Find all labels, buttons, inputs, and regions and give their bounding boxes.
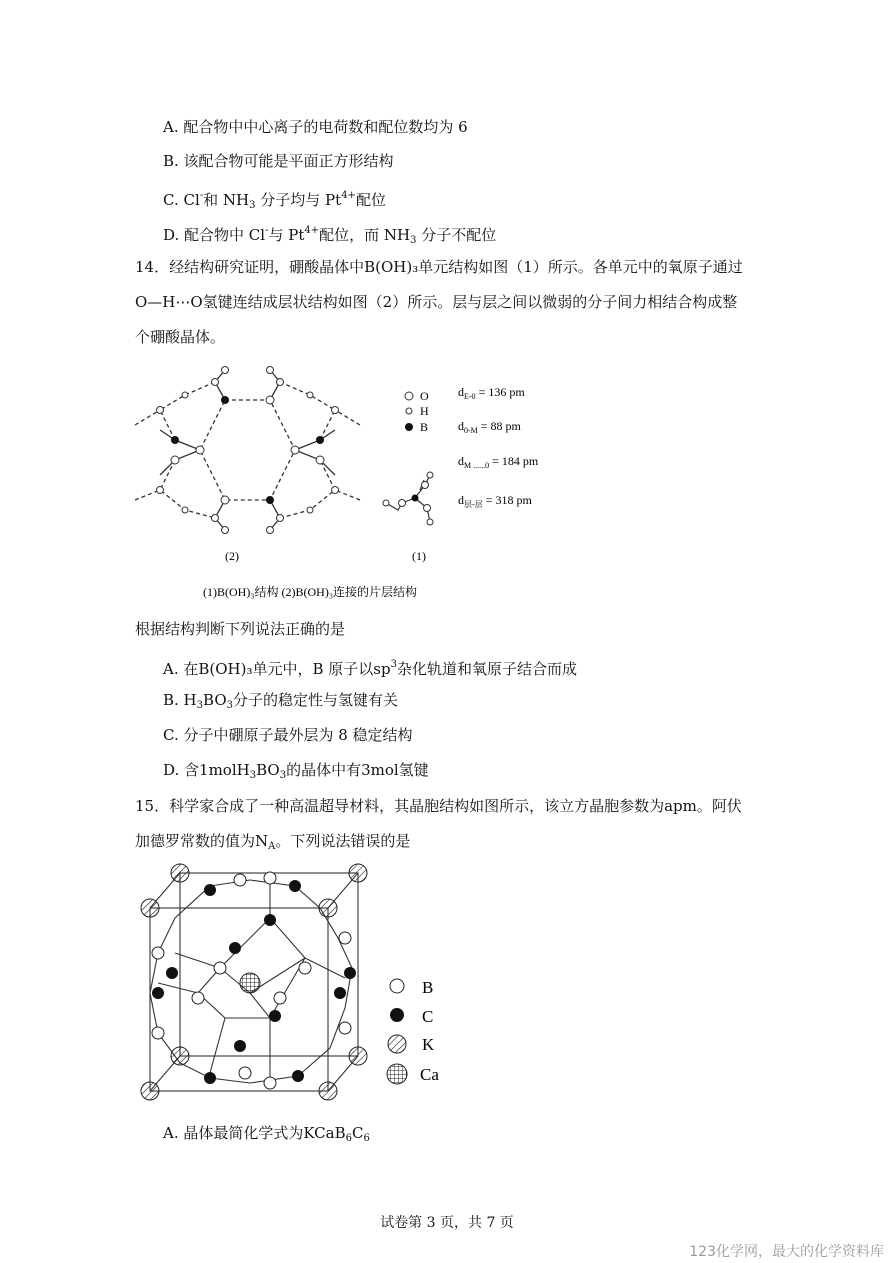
- figure-caption: (1)B(OH)₃结构 (2)B(OH)₃连接的片层结构: [203, 585, 418, 599]
- svg-text:B: B: [422, 978, 434, 997]
- q14-option-c: C. 分子中硼原子最外层为 8 稳定结构: [163, 726, 413, 744]
- svg-text:C: C: [422, 1007, 434, 1026]
- potassium-legend-icon: [388, 1035, 406, 1053]
- layer-atoms: [157, 367, 339, 534]
- distance-d4: $d_{层-层} = 318$ pm: [458, 493, 532, 509]
- q14-option-d: D. 含$1molH_3BO_3$的晶体中有3mol氢键: [163, 761, 429, 781]
- figure-label-1: (1): [412, 549, 426, 563]
- calcium-legend-icon: [387, 1064, 407, 1084]
- q15-line-1: 15．科学家合成了一种高温超导材料，其晶胞结构如图所示，该立方晶胞参数为apm。阿伏: [135, 797, 742, 815]
- svg-text:O: O: [420, 389, 429, 403]
- distance-d3: $d_{M ......0} = 184$ pm: [458, 454, 539, 470]
- crystal-cell-figure: [130, 858, 450, 1108]
- cell-atoms: [141, 864, 367, 1100]
- q13-option-d: D. 配合物中 Cl-与 $Pt^{4+}$配位，而 $NH_3$ 分子不配位: [163, 225, 497, 246]
- svg-text:K: K: [422, 1035, 435, 1054]
- svg-text:B: B: [420, 420, 429, 434]
- svg-text:Ca: Ca: [420, 1065, 439, 1084]
- layer-structure-diagram: [135, 370, 360, 530]
- boron-legend-icon: [405, 423, 413, 431]
- svg-text:H: H: [420, 404, 429, 418]
- page-footer: 试卷第 3 页，共 7 页: [380, 1215, 514, 1231]
- boric-acid-figure: [130, 360, 580, 605]
- watermark-text: 123化学网，最大的化学资料库: [689, 1244, 884, 1260]
- q15-line-2: 加德罗常数的值为$N_A$。下列说法错误的是: [135, 832, 411, 852]
- q15-option-a: A. 晶体最简化学式为$KCaB_6C_6$: [163, 1124, 370, 1144]
- q13-option-b: B. 该配合物可能是平面正方形结构: [163, 152, 394, 170]
- carbon-legend-icon: [390, 1008, 404, 1022]
- oxygen-legend-icon: [405, 392, 413, 400]
- hydrogen-legend-icon: [406, 408, 412, 414]
- q14-line-1: 14．经结构研究证明，硼酸晶体中B(OH)₃单元结构如图（1）所示。各单元中的氧原子通过: [135, 258, 743, 276]
- distance-d1: $d_{E-0} = 136$ pm: [458, 385, 525, 401]
- boron-legend-icon: [390, 979, 404, 993]
- figure-label-2: (2): [225, 549, 239, 563]
- q13-option-c: C. Cl-和 $NH_3$ 分子均与 $Pt^{4+}$配位: [163, 190, 386, 211]
- q14-line-3: 个硼酸晶体。: [135, 328, 226, 346]
- q14-option-a: A. 在B(OH)₃单元中，B 原子以$sp^3$杂化轨道和氧原子结合而成: [163, 659, 577, 678]
- q13-option-a: A. 配合物中中心离子的电荷数和配位数均为 6: [163, 118, 468, 136]
- distance-d2: $d_{0-M} = 88$ pm: [458, 419, 521, 435]
- q14-line-2: O—H⋯O氢键连结成层状结构如图（2）所示。层与层之间以微弱的分子间力相结合构成整: [135, 293, 738, 311]
- q14-option-b: B. $H_3BO_3$分子的稳定性与氢键有关: [163, 691, 399, 711]
- q14-stem: 根据结构判断下列说法正确的是: [135, 620, 346, 638]
